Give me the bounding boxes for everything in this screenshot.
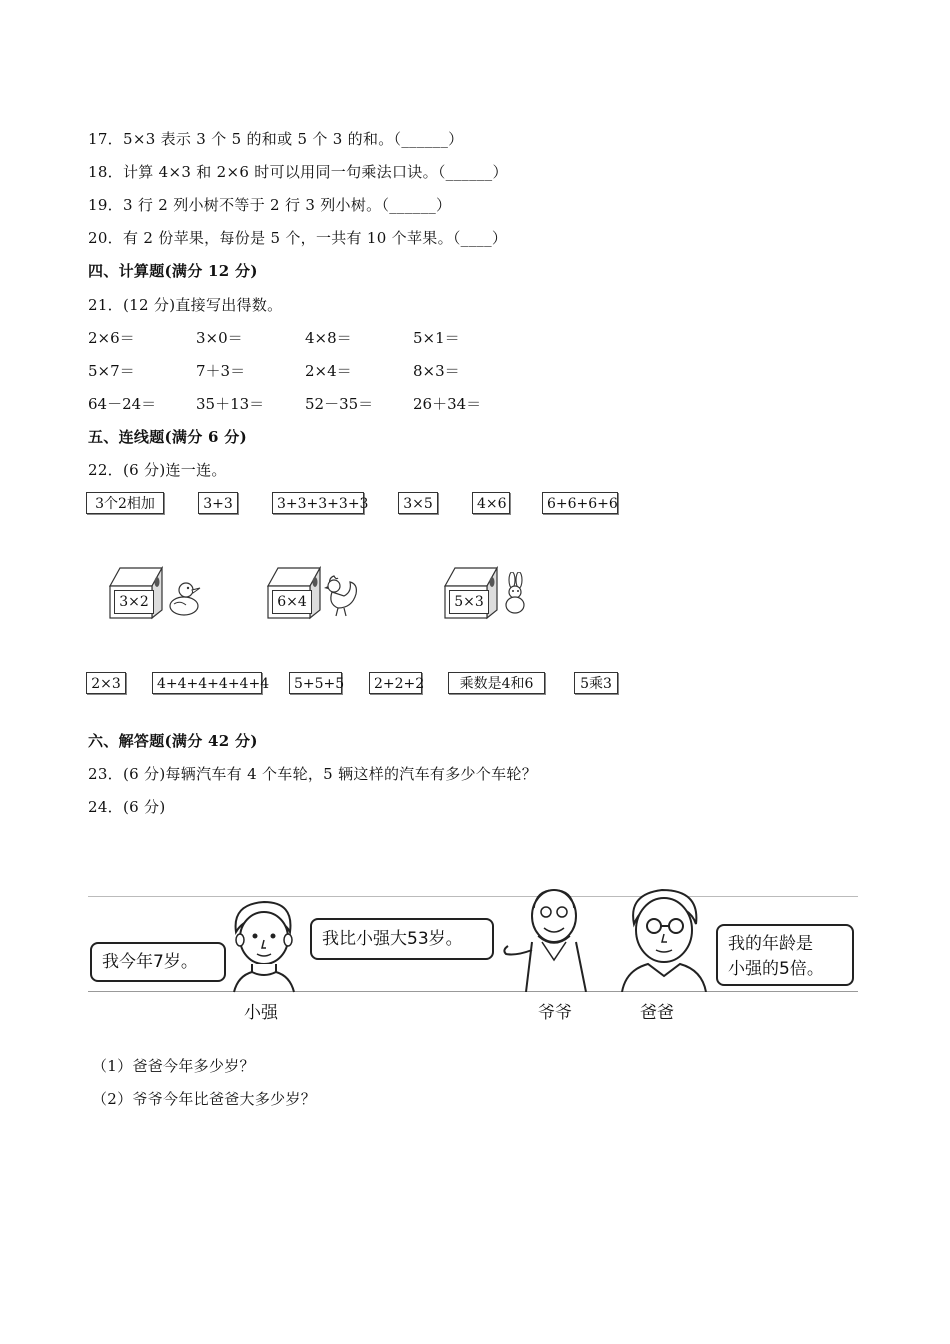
boy-name: 小强 bbox=[244, 1003, 278, 1023]
sub-question-2: （2）爷爷今年比爸爸大多少岁？ bbox=[92, 1090, 317, 1108]
section-5-title: 五、连线题(满分 6 分) bbox=[88, 428, 247, 446]
boy-icon bbox=[224, 896, 304, 994]
question-24: 24．(6 分) bbox=[88, 798, 166, 816]
dad-speech-bubble bbox=[716, 924, 854, 986]
question-20: 20．有 2 份苹果，每份是 5 个，一共有 10 个苹果。（____） bbox=[88, 229, 508, 247]
house-rooster bbox=[264, 566, 324, 624]
match-box-bottom: 4+4+4+4+4+4 bbox=[152, 672, 262, 694]
question-22: 22．(6 分)连一连。 bbox=[88, 461, 227, 479]
calc-item: 3×0＝ bbox=[196, 329, 243, 347]
question-19: 19．3 行 2 列小树不等于 2 行 3 列小树。（______） bbox=[88, 196, 452, 214]
match-box-top: 3+3+3+3+3 bbox=[272, 492, 364, 514]
match-box-top: 3+3 bbox=[198, 492, 238, 514]
rabbit-icon bbox=[498, 572, 532, 616]
house-label: 3×2 bbox=[114, 590, 154, 614]
calc-item: 52－35＝ bbox=[305, 395, 374, 413]
calc-item: 2×6＝ bbox=[88, 329, 135, 347]
match-box-top: 3个2相加 bbox=[86, 492, 164, 514]
section-6-title: 六、解答题(满分 42 分) bbox=[88, 732, 258, 750]
grandpa-speech-bubble: 我比小强大53岁。 bbox=[310, 918, 494, 960]
question-23: 23．(6 分)每辆汽车有 4 个车轮，5 辆这样的汽车有多少个车轮？ bbox=[88, 765, 537, 783]
match-box-top: 6+6+6+6 bbox=[542, 492, 618, 514]
dad-speech-line-2: 小强的5倍。 bbox=[728, 959, 824, 979]
grandpa-name: 爷爷 bbox=[538, 1003, 572, 1023]
match-box-bottom: 5+5+5 bbox=[289, 672, 342, 694]
question-18: 18．计算 4×3 和 2×6 时可以用同一句乘法口诀。（______） bbox=[88, 163, 508, 181]
question-21: 21．(12 分)直接写出得数。 bbox=[88, 296, 283, 314]
calc-item: 5×7＝ bbox=[88, 362, 135, 380]
calc-item: 35＋13＝ bbox=[196, 395, 265, 413]
match-box-bottom: 2×3 bbox=[86, 672, 126, 694]
dad-name: 爸爸 bbox=[640, 1003, 674, 1023]
calc-item: 7＋3＝ bbox=[196, 362, 246, 380]
calc-item: 64－24＝ bbox=[88, 395, 157, 413]
calc-item: 8×3＝ bbox=[413, 362, 460, 380]
grandpa-icon bbox=[496, 880, 600, 992]
calc-item: 4×8＝ bbox=[305, 329, 352, 347]
boy-speech-bubble: 我今年7岁。 bbox=[90, 942, 226, 982]
house-label: 6×4 bbox=[272, 590, 312, 614]
rooster-icon bbox=[322, 572, 362, 618]
calc-item: 2×4＝ bbox=[305, 362, 352, 380]
calc-item: 26＋34＝ bbox=[413, 395, 482, 413]
section-4-title: 四、计算题(满分 12 分) bbox=[88, 262, 258, 280]
sub-question-1: （1）爸爸今年多少岁？ bbox=[92, 1057, 255, 1075]
match-box-top: 4×6 bbox=[472, 492, 510, 514]
duck-icon bbox=[164, 578, 204, 618]
dad-speech-line-1: 我的年龄是 bbox=[728, 934, 813, 954]
match-box-bottom: 2+2+2 bbox=[369, 672, 422, 694]
house-duck bbox=[106, 566, 166, 624]
match-box-bottom: 乘数是4和6 bbox=[448, 672, 545, 694]
match-box-top: 3×5 bbox=[398, 492, 438, 514]
question-17: 17．5×3 表示 3 个 5 的和或 5 个 3 的和。（______） bbox=[88, 130, 464, 148]
match-box-bottom: 5乘3 bbox=[574, 672, 618, 694]
house-rabbit bbox=[441, 566, 501, 624]
calc-item: 5×1＝ bbox=[413, 329, 460, 347]
dad-icon bbox=[612, 884, 716, 992]
house-label: 5×3 bbox=[449, 590, 489, 614]
